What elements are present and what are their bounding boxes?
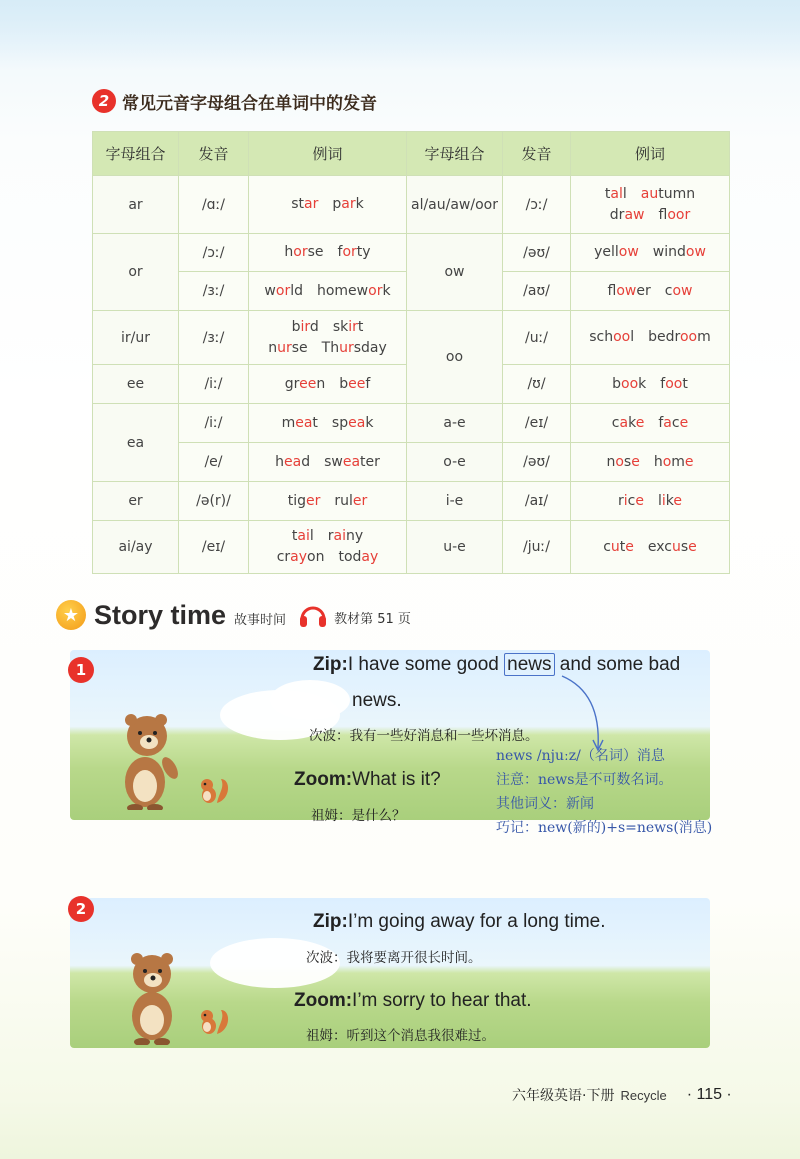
word-part: fl xyxy=(607,282,617,299)
word-part: b xyxy=(291,318,301,335)
pronunciation-right: /aɪ/ xyxy=(503,482,571,521)
word-part: se xyxy=(307,244,324,260)
pronunciation-right: /uː/ xyxy=(503,311,571,365)
word-part: tod xyxy=(338,549,362,565)
speaker-zip: Zip: xyxy=(313,911,348,932)
word-part: k xyxy=(382,282,391,299)
word-part: r xyxy=(618,492,624,509)
letter-combo-left: or xyxy=(93,234,179,311)
example-word xyxy=(606,452,639,472)
example-line xyxy=(249,281,406,302)
highlighted-letters: o xyxy=(662,453,672,470)
header-combo-right: 字母组合 xyxy=(407,132,503,176)
page-number: · 115 · xyxy=(686,1086,732,1103)
examples-left xyxy=(249,521,407,574)
example-line xyxy=(249,374,406,395)
word-part: f xyxy=(365,375,371,392)
example-word xyxy=(653,242,706,262)
example-word xyxy=(610,205,645,225)
example-line xyxy=(571,281,729,302)
highlighted-letters: oo xyxy=(679,329,698,345)
example-word xyxy=(648,327,711,347)
example-line xyxy=(249,242,406,263)
word-part: t xyxy=(312,414,318,431)
highlighted-letters: ur xyxy=(277,339,292,356)
highlighted-letters: au xyxy=(640,185,659,202)
example-word xyxy=(292,526,314,546)
examples-left xyxy=(249,176,407,234)
pronunciation-right: /eɪ/ xyxy=(503,404,571,443)
letter-combo-left: ar xyxy=(93,176,179,234)
pronunciation-left: /ɜː/ xyxy=(179,272,249,311)
example-line xyxy=(571,413,729,434)
pronunciation-left: /iː/ xyxy=(179,404,249,443)
word-part: wind xyxy=(652,244,686,260)
bear-illustration xyxy=(122,950,192,1045)
word-part: er xyxy=(636,282,651,299)
word-part: m xyxy=(671,453,685,470)
examples-left xyxy=(249,482,407,521)
example-word xyxy=(277,547,325,567)
highlighted-letters: or xyxy=(293,244,308,260)
highlighted-letters: er xyxy=(352,492,368,509)
pronunciation-right: /ɔː/ xyxy=(503,176,571,234)
pronunciation-left: /eɪ/ xyxy=(179,521,249,574)
letter-combo-right: i-e xyxy=(407,482,503,521)
example-word xyxy=(275,452,310,472)
example-word xyxy=(603,537,634,557)
word-part: ty xyxy=(356,244,371,260)
word-part: h xyxy=(653,453,663,470)
letter-combo-right: oo xyxy=(407,311,503,404)
highlighted-letters: ir xyxy=(348,318,358,335)
highlighted-letters: or xyxy=(368,282,383,299)
pronunciation-left: /ɔː/ xyxy=(179,234,249,272)
word-part: fl xyxy=(658,206,668,223)
example-line xyxy=(571,184,729,205)
word-part: sday xyxy=(353,339,387,356)
highlighted-letters: e xyxy=(625,538,634,555)
word-part: t xyxy=(604,185,611,202)
star-icon: ★ xyxy=(56,600,86,630)
pronunciation-right: /ʊ/ xyxy=(503,365,571,404)
example-line xyxy=(249,338,406,359)
example-line xyxy=(249,526,406,547)
examples-left xyxy=(249,404,407,443)
letter-combo-left: ai/ay xyxy=(93,521,179,574)
headphones-icon xyxy=(298,602,328,628)
example-word xyxy=(264,281,303,301)
highlighted-letters: e xyxy=(631,453,640,470)
word-part: s xyxy=(623,453,632,470)
example-word xyxy=(288,491,321,511)
highlighted-letters: ee xyxy=(348,375,366,392)
zoom-cn-2: 祖姆：听到这个消息我很难过。 xyxy=(306,1028,495,1044)
examples-right xyxy=(571,234,730,272)
example-line xyxy=(571,205,729,226)
highlighted-letters: ur xyxy=(339,339,354,356)
zip-text-pre: I have some good xyxy=(347,654,505,675)
table-row xyxy=(93,234,730,272)
word-part: k xyxy=(628,414,636,431)
example-word xyxy=(339,374,370,394)
letter-combo-left: er xyxy=(93,482,179,521)
pronunciation-right: /əʊ/ xyxy=(503,443,571,482)
example-word xyxy=(594,242,639,262)
example-line xyxy=(249,194,406,215)
example-word xyxy=(612,374,646,394)
bear-illustration xyxy=(115,710,195,810)
example-line xyxy=(249,452,406,473)
example-line xyxy=(249,413,406,434)
vocab-note xyxy=(496,744,712,840)
word-part: s xyxy=(680,538,689,555)
highlighted-letters: ea xyxy=(295,414,313,431)
example-word xyxy=(322,338,387,358)
highlighted-letters: or xyxy=(275,282,291,299)
zoom-line-2 xyxy=(294,990,532,1012)
examples-right xyxy=(571,176,730,234)
example-word xyxy=(618,491,644,511)
highlighted-letters: or xyxy=(342,244,357,260)
highlighted-letters: o xyxy=(615,453,624,470)
examples-right xyxy=(571,311,730,365)
footer-book-title: 六年级英语·下册 xyxy=(512,1088,615,1104)
word-part: k xyxy=(355,196,364,212)
word-part: k xyxy=(638,375,647,392)
speaker-zoom: Zoom: xyxy=(294,769,353,790)
word-part: h xyxy=(275,453,284,470)
examples-left xyxy=(249,365,407,404)
example-word xyxy=(654,452,694,472)
example-word xyxy=(334,491,367,511)
table-row xyxy=(93,404,730,443)
word-part: n xyxy=(268,339,278,356)
example-word xyxy=(324,452,380,472)
example-word xyxy=(665,281,693,301)
word-part: sk xyxy=(332,318,349,335)
highlighted-letters: ea xyxy=(283,453,302,470)
zip-text: I’m going away for a long time. xyxy=(347,911,606,932)
examples-right xyxy=(571,482,730,521)
word-part: c xyxy=(603,538,611,555)
highlighted-letters: a xyxy=(663,414,672,431)
example-word xyxy=(285,374,325,394)
header-examples-left: 例词 xyxy=(249,132,407,176)
word-part: b xyxy=(612,375,622,392)
word-part: f xyxy=(658,414,664,431)
highlighted-letters: ar xyxy=(304,196,319,212)
example-line xyxy=(571,537,729,558)
note-line: news /njuːz/（名词）消息 xyxy=(496,748,665,764)
highlighted-letters: i xyxy=(623,492,628,509)
example-word xyxy=(589,327,634,347)
example-word xyxy=(282,413,318,433)
word-part: t xyxy=(357,318,364,335)
word-part: sw xyxy=(324,453,343,470)
highlighted-letters: u xyxy=(672,538,681,555)
examples-left xyxy=(249,272,407,311)
highlighted-letters: ar xyxy=(341,196,356,212)
example-line xyxy=(571,452,729,473)
word-part: l xyxy=(657,492,662,509)
top-band xyxy=(0,0,800,70)
highlighted-letters: ea xyxy=(342,453,361,470)
example-word xyxy=(641,184,695,204)
highlighted-letters: e xyxy=(679,414,689,431)
phonics-table xyxy=(92,131,730,574)
section-number-badge: 2 xyxy=(92,89,116,113)
example-word xyxy=(612,413,645,433)
word-part: se xyxy=(291,339,308,356)
word-part: k xyxy=(665,492,674,509)
word-part: d xyxy=(301,453,311,470)
word-part: m xyxy=(697,329,711,345)
example-line xyxy=(571,242,729,263)
word-part: r xyxy=(327,528,334,544)
example-line xyxy=(249,491,406,512)
word-part: c xyxy=(664,282,673,299)
example-word xyxy=(648,537,697,557)
highlighted-letters: ay xyxy=(361,549,379,565)
example-word xyxy=(291,194,318,214)
note-line: 巧记：new(新的)+s=news(消息) xyxy=(496,820,713,836)
highlighted-letters: ow xyxy=(616,282,637,299)
example-word xyxy=(608,281,651,301)
examples-right xyxy=(571,443,730,482)
examples-left xyxy=(249,234,407,272)
example-line xyxy=(249,547,406,568)
word-part: f xyxy=(337,244,343,260)
word-part: rul xyxy=(334,492,353,509)
zip-line-2 xyxy=(313,911,606,933)
zoom-cn-1: 祖姆：是什么？ xyxy=(311,808,406,824)
footer-unit: Recycle xyxy=(620,1087,667,1103)
panel-number-badge: 2 xyxy=(68,896,94,922)
panel-number-badge: 1 xyxy=(68,657,94,683)
word-part: m xyxy=(281,414,296,431)
header-sound-left: 发音 xyxy=(179,132,249,176)
letter-combo-right: al/au/aw/oor xyxy=(407,176,503,234)
word-part: p xyxy=(332,196,342,212)
word-part: n xyxy=(316,375,326,392)
word-part: ter xyxy=(360,453,380,470)
example-word xyxy=(658,413,688,433)
section-title: 常见元音字母组合在单词中的发音 xyxy=(122,93,377,114)
word-part: h xyxy=(284,244,294,260)
example-word xyxy=(658,205,690,225)
example-word xyxy=(317,281,391,301)
word-part: t xyxy=(682,375,688,392)
word-part: d xyxy=(309,318,319,335)
highlighted-letters: e xyxy=(688,538,697,555)
word-part: bedr xyxy=(648,329,680,345)
word-part: sch xyxy=(589,329,614,345)
highlighted-letters: ir xyxy=(300,318,310,335)
highlighted-letters: oo xyxy=(665,375,683,392)
word-part: w xyxy=(264,282,276,299)
highlighted-letters: oor xyxy=(667,206,691,223)
header-examples-right: 例词 xyxy=(571,132,730,176)
pronunciation-left: /ɑː/ xyxy=(179,176,249,234)
word-part: ny xyxy=(345,528,364,544)
zoom-line-1 xyxy=(294,769,441,791)
zip-cn-2: 次波：我将要离开很长时间。 xyxy=(306,950,482,966)
word-part: t xyxy=(619,538,626,555)
word-part: l xyxy=(630,329,635,345)
highlighted-letters: ea xyxy=(348,414,366,431)
example-word xyxy=(284,242,323,262)
examples-right xyxy=(571,365,730,404)
word-part: l xyxy=(622,185,627,202)
story-time-header xyxy=(56,598,411,632)
zip-line-1-cont: news. xyxy=(352,690,402,711)
examples-right xyxy=(571,404,730,443)
word-part: k xyxy=(365,414,374,431)
table-row xyxy=(93,311,730,365)
story-title: Story time xyxy=(94,599,227,630)
letter-combo-right: u-e xyxy=(407,521,503,574)
highlighted-letters: ow xyxy=(618,244,639,260)
example-line xyxy=(571,327,729,348)
highlighted-letters: er xyxy=(305,492,321,509)
example-word xyxy=(332,194,363,214)
note-line: 注意：news是不可数名词。 xyxy=(496,772,673,788)
highlighted-letters: u xyxy=(610,538,620,555)
example-line xyxy=(249,317,406,338)
word-part: l xyxy=(309,528,314,544)
example-word xyxy=(328,526,363,546)
pronunciation-left: /iː/ xyxy=(179,365,249,404)
zoom-text: I’m sorry to hear that. xyxy=(352,990,532,1011)
header-combo-left: 字母组合 xyxy=(93,132,179,176)
word-part: yell xyxy=(594,244,619,260)
highlighted-letters: e xyxy=(684,453,694,470)
word-part: sp xyxy=(331,414,349,431)
word-part: ld xyxy=(290,282,303,299)
speaker-zip: Zip: xyxy=(313,654,348,675)
example-word xyxy=(658,491,682,511)
highlighted-letters: al xyxy=(610,185,623,202)
pronunciation-right: /əʊ/ xyxy=(503,234,571,272)
word-part: c xyxy=(611,414,620,431)
highlighted-letters: ai xyxy=(333,528,346,544)
example-line xyxy=(571,491,729,512)
example-line xyxy=(571,374,729,395)
word-part: dr xyxy=(609,206,625,223)
highlighted-letters: aw xyxy=(624,206,645,223)
word-part: tumn xyxy=(658,185,696,202)
highlighted-letters: oo xyxy=(613,329,631,345)
word-part: f xyxy=(660,375,666,392)
speaker-zoom: Zoom: xyxy=(294,990,353,1011)
example-word xyxy=(292,317,319,337)
example-word xyxy=(605,184,627,204)
example-word xyxy=(333,317,364,337)
highlighted-letters: ay xyxy=(290,549,308,565)
word-part: Th xyxy=(321,339,340,356)
word-part: homew xyxy=(316,282,369,299)
letter-combo-left: ir/ur xyxy=(93,311,179,365)
word-part: n xyxy=(606,453,616,470)
examples-left xyxy=(249,311,407,365)
pronunciation-left: /ə(r)/ xyxy=(179,482,249,521)
word-part: b xyxy=(339,375,349,392)
squirrel-illustration xyxy=(195,775,231,805)
textbook-page-ref: 教材第 51 页 xyxy=(334,611,411,627)
highlighted-letters: i xyxy=(661,492,666,509)
table-header-row xyxy=(93,132,730,176)
highlighted-letters: ai xyxy=(297,528,310,544)
example-word xyxy=(660,374,688,394)
word-part: gr xyxy=(284,375,300,392)
highlighted-letters: e xyxy=(673,492,682,509)
word-part: t xyxy=(291,528,298,544)
highlighted-letters: e xyxy=(635,414,645,431)
highlighted-letters: oo xyxy=(621,375,639,392)
zip-text-post: and some bad xyxy=(554,654,681,675)
note-line: 其他词义：新闻 xyxy=(496,796,594,812)
word-part: on xyxy=(307,549,325,565)
highlighted-letters: e xyxy=(635,492,644,509)
examples-left xyxy=(249,443,407,482)
table-row xyxy=(93,176,730,234)
zip-cn-1: 次波：我有一些好消息和一些坏消息。 xyxy=(309,728,539,744)
letter-combo-left: ee xyxy=(93,365,179,404)
highlighted-letters: ow xyxy=(685,244,706,260)
examples-right xyxy=(571,521,730,574)
story-title-cn: 故事时间 xyxy=(234,612,287,628)
zoom-text: What is it? xyxy=(352,769,441,790)
word-part: tig xyxy=(287,492,306,509)
news-highlight-box: news xyxy=(504,653,554,676)
cloud xyxy=(270,680,350,720)
example-word xyxy=(338,547,378,567)
highlighted-letters: ee xyxy=(299,375,317,392)
letter-combo-right: o-e xyxy=(407,443,503,482)
highlighted-letters: ow xyxy=(672,282,693,299)
word-part: st xyxy=(291,196,305,212)
section-header xyxy=(92,86,377,116)
example-word xyxy=(332,413,374,433)
examples-right xyxy=(571,272,730,311)
word-part: c xyxy=(671,414,680,431)
squirrel-illustration xyxy=(195,1006,231,1036)
example-word xyxy=(268,338,307,358)
letter-combo-right: a-e xyxy=(407,404,503,443)
example-word xyxy=(338,242,371,262)
table-row xyxy=(93,521,730,574)
word-part: exc xyxy=(647,538,672,555)
page-footer xyxy=(512,1085,732,1105)
pronunciation-right: /juː/ xyxy=(503,521,571,574)
letter-combo-right: ow xyxy=(407,234,503,311)
word-part: cr xyxy=(276,549,291,565)
letter-combo-left: ea xyxy=(93,404,179,482)
word-part: c xyxy=(627,492,636,509)
annotation-arrow xyxy=(560,674,610,754)
pronunciation-left: /ɜː/ xyxy=(179,311,249,365)
zip-line-1 xyxy=(313,654,680,676)
table-row xyxy=(93,482,730,521)
table-row xyxy=(93,443,730,482)
pronunciation-left: /e/ xyxy=(179,443,249,482)
pronunciation-right: /aʊ/ xyxy=(503,272,571,311)
highlighted-letters: a xyxy=(619,414,629,431)
header-sound-right: 发音 xyxy=(503,132,571,176)
